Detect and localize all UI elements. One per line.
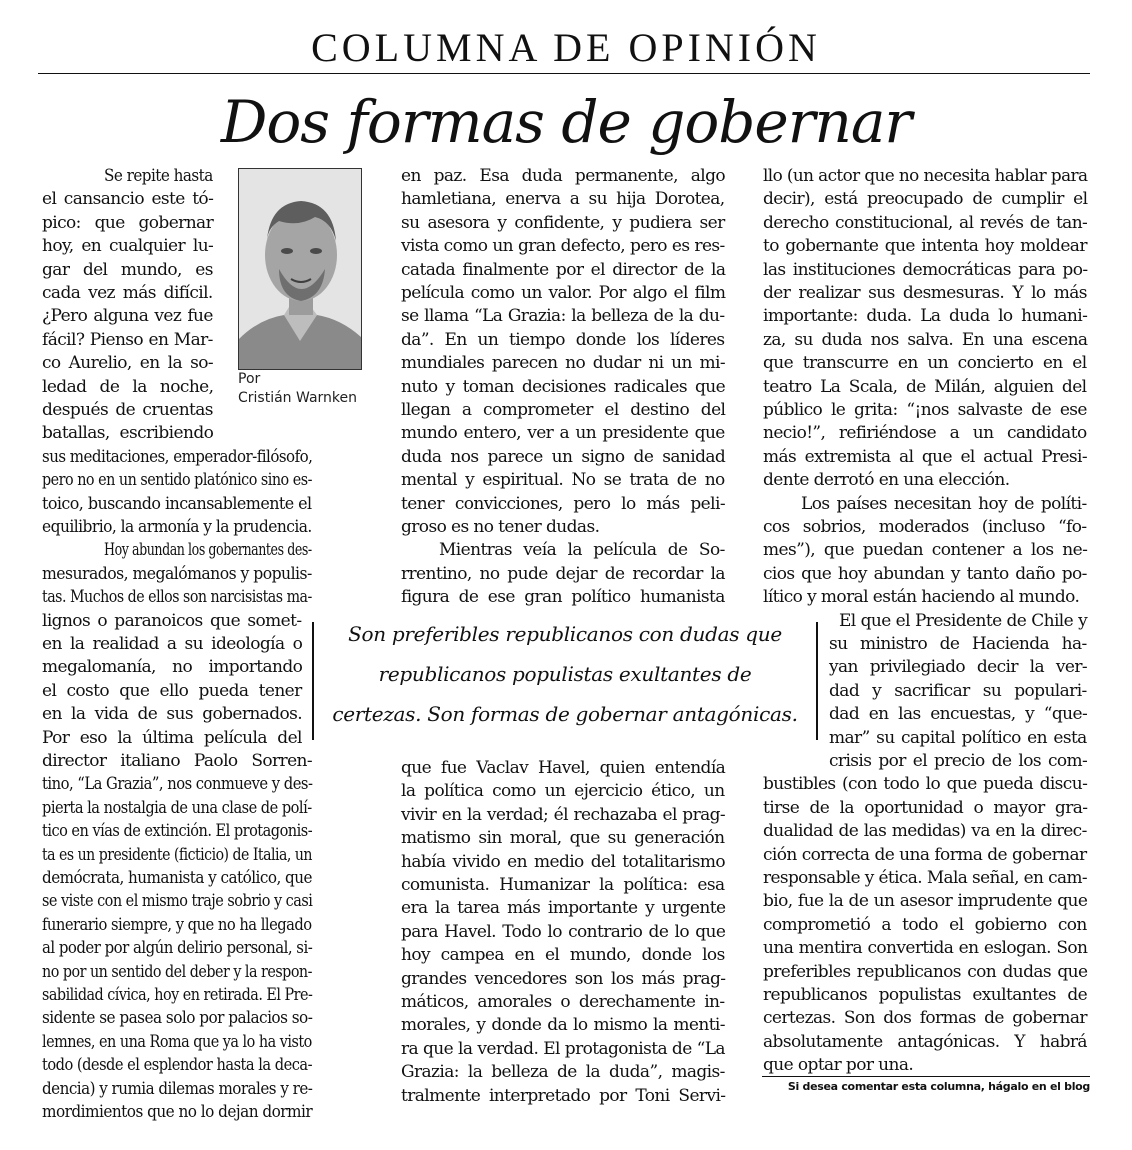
text-line: dencia) y rumia dilemas morales y re- xyxy=(42,1078,313,1099)
section-rule xyxy=(38,73,1090,74)
text-line: der realizar sus desmesuras. Y lo más xyxy=(763,283,1087,303)
text-line: figura de ese gran político humanista xyxy=(401,587,725,608)
text-line: da”. En un tiempo donde los líderes xyxy=(401,329,725,350)
text-line: ra que la verdad. El protagonista de “La xyxy=(401,1038,725,1059)
text-line: yan privilegiado decir la ver- xyxy=(829,657,1087,678)
text-line: Grazia: la belleza de la duda”, magis- xyxy=(401,1062,725,1083)
text-line: duda nos parece un signo de sanidad xyxy=(401,446,726,467)
text-line: tas. Muchos de ellos son narcisistas ma- xyxy=(42,587,312,608)
text-line: mundiales parecen no dudar ni un mi- xyxy=(401,353,725,374)
text-line: bio, fue la de un asesor imprudente que xyxy=(763,891,1088,912)
text-line: rrentino, no pude dejar de recordar la xyxy=(401,563,725,584)
text-line: comunista. Humanizar la política: esa xyxy=(401,875,725,895)
text-line: que optar por una. xyxy=(763,1055,914,1076)
text-line: en la realidad a su ideología o xyxy=(42,634,303,654)
text-line: demócrata, humanista y católico, que xyxy=(42,868,312,888)
text-line: pero no en un sentido platónico sino es- xyxy=(42,470,312,491)
text-line: vista como un gran defecto, pero es res- xyxy=(401,236,725,257)
text-line: dente derrotó en una elección. xyxy=(763,470,1010,491)
text-line: crisis por el precio de los com- xyxy=(829,751,1088,771)
text-line: al poder por algún delirio personal, si- xyxy=(42,938,313,959)
text-line: ledad de la noche, xyxy=(42,376,214,397)
section-title: COLUMNA DE OPINIÓN xyxy=(311,25,821,70)
text-line: hoy, en cualquier lu- xyxy=(42,236,214,257)
headline: Dos formas de gobernar xyxy=(220,88,912,156)
text-line: mental y espiritual. No se trata de no xyxy=(401,470,725,491)
text-line: su ministro de Hacienda ha- xyxy=(829,634,1087,654)
text-line: director italiano Paolo Sorren- xyxy=(42,751,313,771)
text-line: absolutamente antagónicas. Y habrá xyxy=(763,1031,1087,1052)
text-line: preferibles republicanos con dudas que xyxy=(763,961,1088,982)
text-line: lemnes, en una Roma que ya lo ha visto xyxy=(42,1031,312,1052)
text-line: sabilidad cívica, hoy en retirada. El Pre- xyxy=(42,985,313,1005)
text-line: no por un sentido del deber y la respon- xyxy=(42,961,312,982)
text-line: za, su duda nos salva. En una escena xyxy=(763,329,1088,350)
byline-author: Cristián Warnken xyxy=(238,390,357,406)
text-line: sidente se pasea solo por palacios so- xyxy=(42,1008,313,1029)
text-line: mesurados, megalómanos y populis- xyxy=(42,563,312,584)
text-line: el cansancio este tó- xyxy=(42,189,214,210)
text-line: bustibles (con todo lo que pueda discu- xyxy=(763,774,1088,795)
text-line: grandes vencedores son los más prag- xyxy=(401,968,726,989)
text-line: dad en las encuestas, y “que- xyxy=(829,704,1088,725)
text-line: dualidad de las medidas) va en la direc- xyxy=(763,821,1087,842)
blog-comment-note: Si desea comentar esta columna, hágalo en el blog xyxy=(787,1080,1090,1093)
text-line: tirse de la oportunidad o mayor gra- xyxy=(763,797,1088,818)
text-line: máticos, amorales o derechamente in- xyxy=(401,992,725,1012)
text-line: tralmente interpretado por Toni Servi- xyxy=(401,1085,726,1106)
text-line: fácil? Pienso en Mar- xyxy=(42,329,213,350)
text-line: película como un valor. Por algo el film xyxy=(401,283,726,303)
text-line: se llama “La Grazia: la belleza de la du- xyxy=(401,306,725,327)
text-line: funerario siempre, y que no ha llegado xyxy=(42,914,312,935)
text-line: el costo que ello pueda tener xyxy=(42,680,302,701)
text-line: ta es un presidente (ficticio) de Italia, un xyxy=(42,844,313,865)
text-line: mundo entero, ver a un presidente que xyxy=(401,423,725,444)
text-line: mar” su capital político en esta xyxy=(829,727,1087,748)
text-line: en paz. Esa duda permanente, algo xyxy=(401,166,725,186)
text-line: hoy campea en el mundo, donde los xyxy=(401,945,725,966)
text-line: necio!”, refiriéndose a un candidato xyxy=(763,423,1087,444)
pull-quote-line: republicanos populistas exultantes de xyxy=(378,662,752,686)
text-line: matismo sin moral, que su generación xyxy=(401,828,725,849)
text-line: llegan a comprometer el destino del xyxy=(401,400,726,420)
text-line: co Aurelio, en la so- xyxy=(42,353,213,374)
text-line: megalomanía, no importando xyxy=(42,657,303,678)
text-line: vivir en la verdad; él rechazaba el prag- xyxy=(401,804,726,825)
pull-quote-left-bar xyxy=(312,622,314,740)
text-line: mordimientos que no lo dejan dormir xyxy=(42,1102,313,1122)
text-line: en la vida de sus gobernados. xyxy=(42,704,303,725)
text-line: nuto y toman decisiones radicales que xyxy=(401,376,726,397)
text-line: certezas. Son dos formas de gobernar xyxy=(763,1008,1087,1029)
text-line: la política como un ejercicio ético, un xyxy=(401,781,725,802)
text-line: gar del mundo, es xyxy=(42,259,213,280)
text-line: El que el Presidente de Chile y xyxy=(839,610,1088,631)
text-line: su asesora y confidente, y pudiera ser xyxy=(401,212,725,233)
text-line: importante: duda. La duda lo humani- xyxy=(763,306,1088,327)
text-line: que fue Vaclav Havel, quien entendía xyxy=(401,758,726,778)
author-portrait-illustration xyxy=(239,169,361,369)
text-line: to gobernante que intenta hoy moldear xyxy=(763,236,1087,257)
text-line: ción correcta de una forma de gobernar xyxy=(763,844,1087,865)
text-line: toico, buscando incansablemente el xyxy=(42,493,312,514)
text-line: Por eso la última película del xyxy=(42,727,302,748)
text-line: cios que hoy abundan y tanto daño po- xyxy=(763,563,1087,584)
pull-quote-line: Son preferibles republicanos con dudas que xyxy=(348,622,782,646)
text-line: cada vez más difícil. xyxy=(42,283,213,303)
text-line: responsable y ética. Mala señal, en cam- xyxy=(763,868,1088,888)
text-line: tener convicciones, pero lo más peli- xyxy=(401,493,725,514)
text-line: cos sobrios, moderados (incluso “fo- xyxy=(763,517,1087,537)
text-line: llo (un actor que no necesita hablar para xyxy=(763,166,1088,186)
text-line: después de cruentas xyxy=(42,400,213,420)
text-line: equilibrio, la armonía y la prudencia. xyxy=(42,517,312,537)
text-line: Se repite hasta xyxy=(104,166,213,186)
text-line: ¿Pero alguna vez fue xyxy=(42,306,213,327)
text-line: todo (desde el esplendor hasta la deca- xyxy=(42,1055,313,1076)
text-line: sus meditaciones, emperador-filósofo, xyxy=(42,446,313,467)
footer-rule xyxy=(762,1076,1090,1077)
text-line: morales, y donde da lo mismo la menti- xyxy=(401,1015,725,1036)
text-line: Los países necesitan hoy de políti- xyxy=(801,493,1087,514)
text-line: para Havel. Todo lo contrario de lo que xyxy=(401,921,726,942)
text-line: pico: que gobernar xyxy=(42,212,214,233)
text-line: hamletiana, enerva a su hija Dorotea, xyxy=(401,189,725,210)
text-line: Hoy abundan los gobernantes des- xyxy=(104,540,312,561)
text-line: las instituciones democráticas para po- xyxy=(763,259,1088,280)
text-line: era la tarea más importante y urgente xyxy=(401,898,726,919)
pull-quote-line: certezas. Son formas de gobernar antagónicas. xyxy=(332,702,798,726)
byline-prefix: Por xyxy=(238,371,261,387)
text-line: que transcurre en un concierto en el xyxy=(763,353,1087,374)
text-line: tico en vías de extinción. El protagonis- xyxy=(42,821,313,842)
text-line: batallas, escribiendo xyxy=(42,423,214,444)
byline xyxy=(238,370,362,408)
text-line: más extremista al que el actual Presi- xyxy=(763,446,1088,467)
text-line: mes”), que puedan contener a los ne- xyxy=(763,540,1088,561)
text-line: republicanos populistas exultantes de xyxy=(763,985,1088,1005)
text-line: público le grita: “¡nos salvaste de ese xyxy=(763,400,1087,420)
text-line: lignos o paranoicos que somet- xyxy=(42,610,302,631)
text-line: derecho constitucional, al revés de tan- xyxy=(763,212,1088,233)
text-line: teatro La Scala, de Milán, alguien del xyxy=(763,376,1087,397)
text-line: lítico y moral están haciendo al mundo. xyxy=(763,587,1080,608)
text-line: dad y sacrificar su populari- xyxy=(829,680,1087,701)
text-line: Mientras veía la película de So- xyxy=(439,540,725,561)
text-line: groso es no tener dudas. xyxy=(401,517,600,537)
text-line: decir), está preocupado de cumplir el xyxy=(763,189,1088,210)
text-line: comprometió a todo el gobierno con xyxy=(763,914,1087,935)
text-line: pierta la nostalgia de una clase de polí- xyxy=(42,797,312,818)
author-photo xyxy=(238,168,362,370)
text-line: se viste con el mismo traje sobrio y casi xyxy=(42,891,313,912)
text-line: una mentira convertida en eslogan. Son xyxy=(763,938,1088,959)
text-line: catada finalmente por el director de la xyxy=(401,259,726,280)
text-line: tino, “La Grazia”, nos conmueve y des- xyxy=(42,774,313,795)
pull-quote-right-bar xyxy=(816,622,818,740)
text-line: había vivido en medio del totalitarismo xyxy=(401,851,725,872)
